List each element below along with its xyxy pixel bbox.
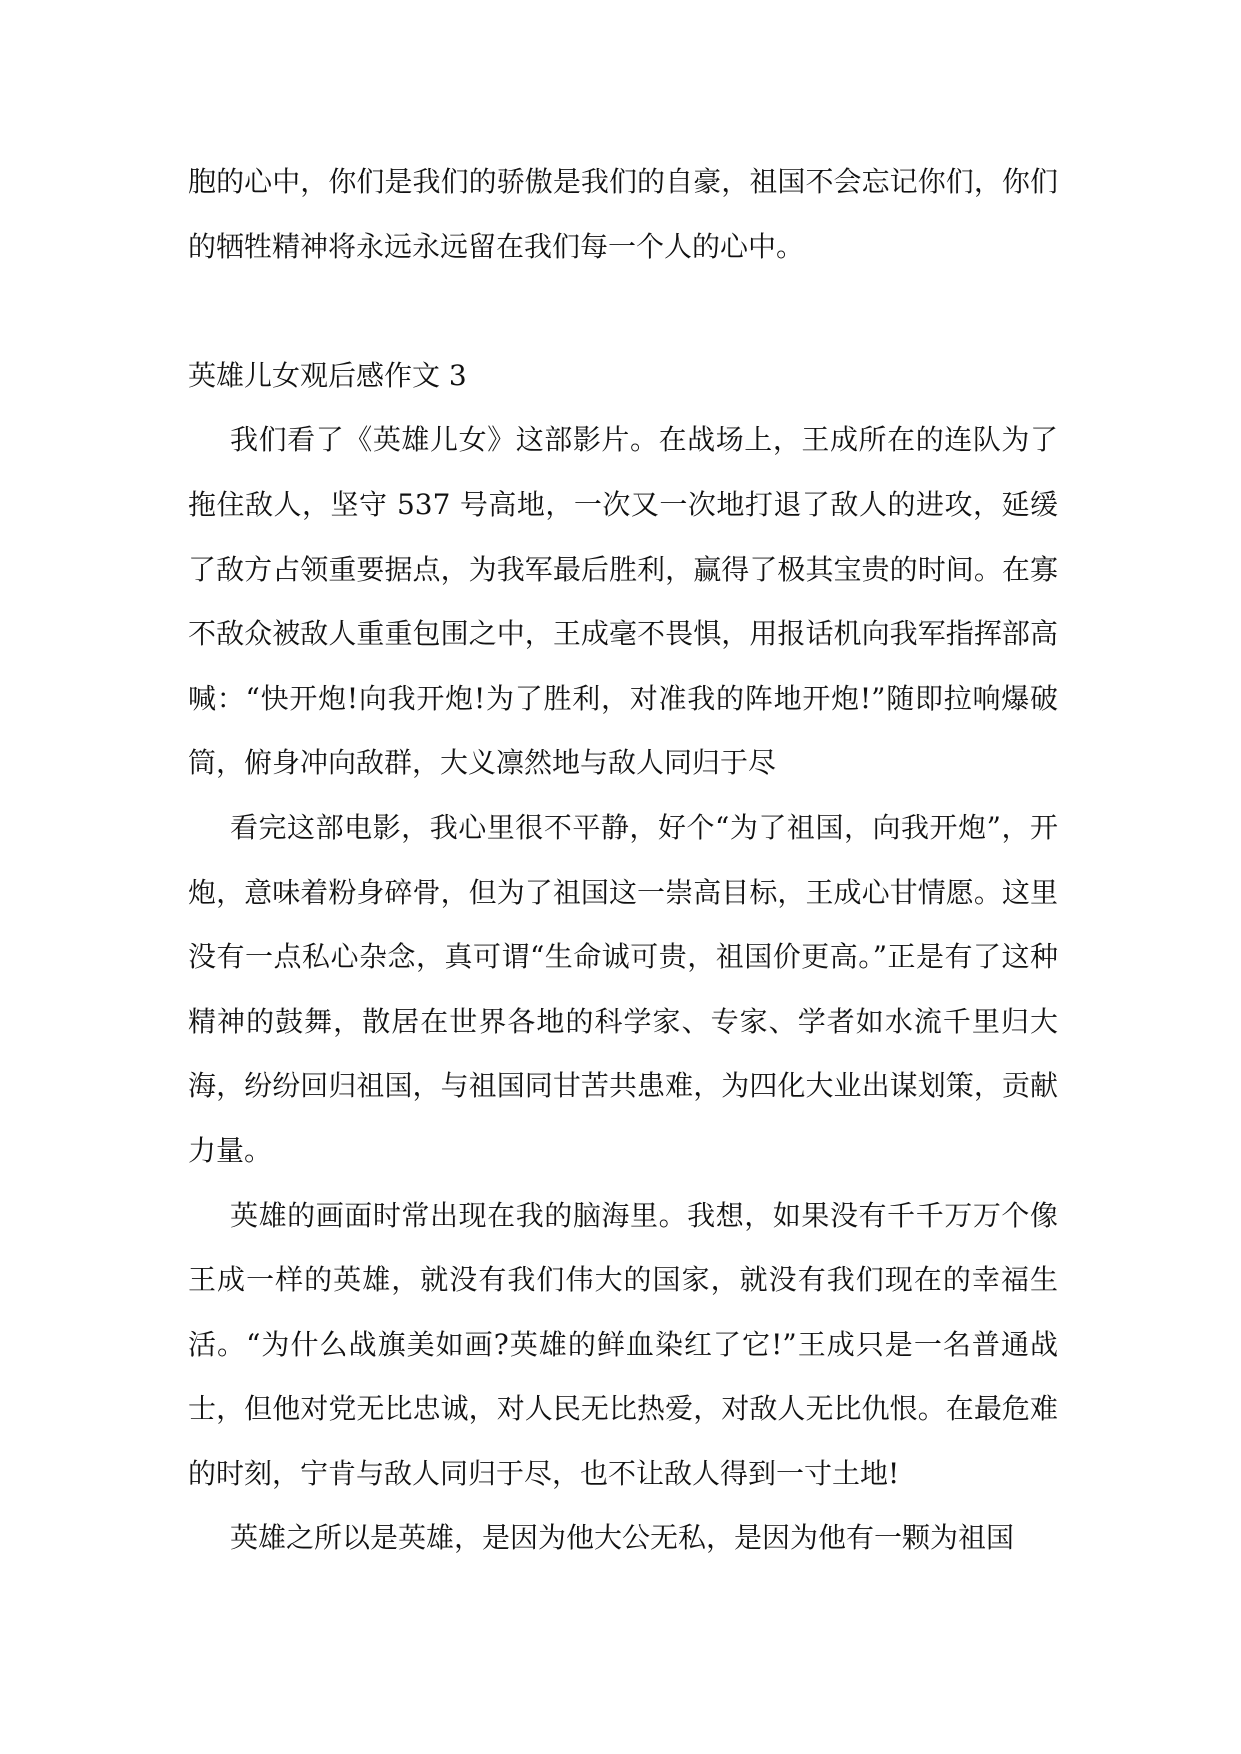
body-paragraph-1: 我们看了《英雄儿女》这部影片。在战场上，王成所在的连队为了拖住敌人，坚守 537 号高地，一次又一次地打退了敌人的进攻，延缓了敌方占领重要据点，为我军最后胜利，赢得了极其宝贵的时间。在寡不敌众被敌人重重包围之中，王成毫不畏惧，用报话机向我军指挥部高喊：“快开炮!向我开炮!为了胜利，对准我的阵地开炮!”随即拉响爆破筒，俯身冲向敌群，大义凛然地与敌人同归于尽 (188, 423, 1058, 780)
document-body (188, 150, 1058, 1571)
body-paragraph-4: 英雄之所以是英雄，是因为他大公无私，是因为他有一颗为祖国 (230, 1521, 1015, 1555)
continuation-paragraph: 胞的心中，你们是我们的骄傲是我们的自豪，祖国不会忘记你们，你们的牺牲精神将永远永远留在我们每一个人的心中。 (188, 165, 1058, 263)
body-paragraph-3: 英雄的画面时常出现在我的脑海里。我想，如果没有千千万万个像王成一样的英雄，就没有我们伟大的国家，就没有我们现在的幸福生活。“为什么战旗美如画?英雄的鲜血染红了它!”王成只是一名普通战士，但他对党无比忠诚，对人民无比热爱，对敌人无比仇恨。在最危难的时刻，宁肯与敌人同归于尽，也不让敌人得到一寸土地! (188, 1198, 1058, 1490)
body-paragraph-2: 看完这部电影，我心里很不平静，好个“为了祖国，向我开炮”，开炮，意味着粉身碎骨，但为了祖国这一崇高目标，王成心甘情愿。这里没有一点私心杂念，真可谓“生命诚可贵，祖国价更高。”正是有了这种精神的鼓舞，散居在世界各地的科学家、专家、学者如水流千里归大海，纷纷回归祖国，与祖国同甘苦共患难，为四化大业出谋划策，贡献力量。 (188, 810, 1058, 1167)
section-heading: 英雄儿女观后感作文 3 (188, 358, 467, 392)
